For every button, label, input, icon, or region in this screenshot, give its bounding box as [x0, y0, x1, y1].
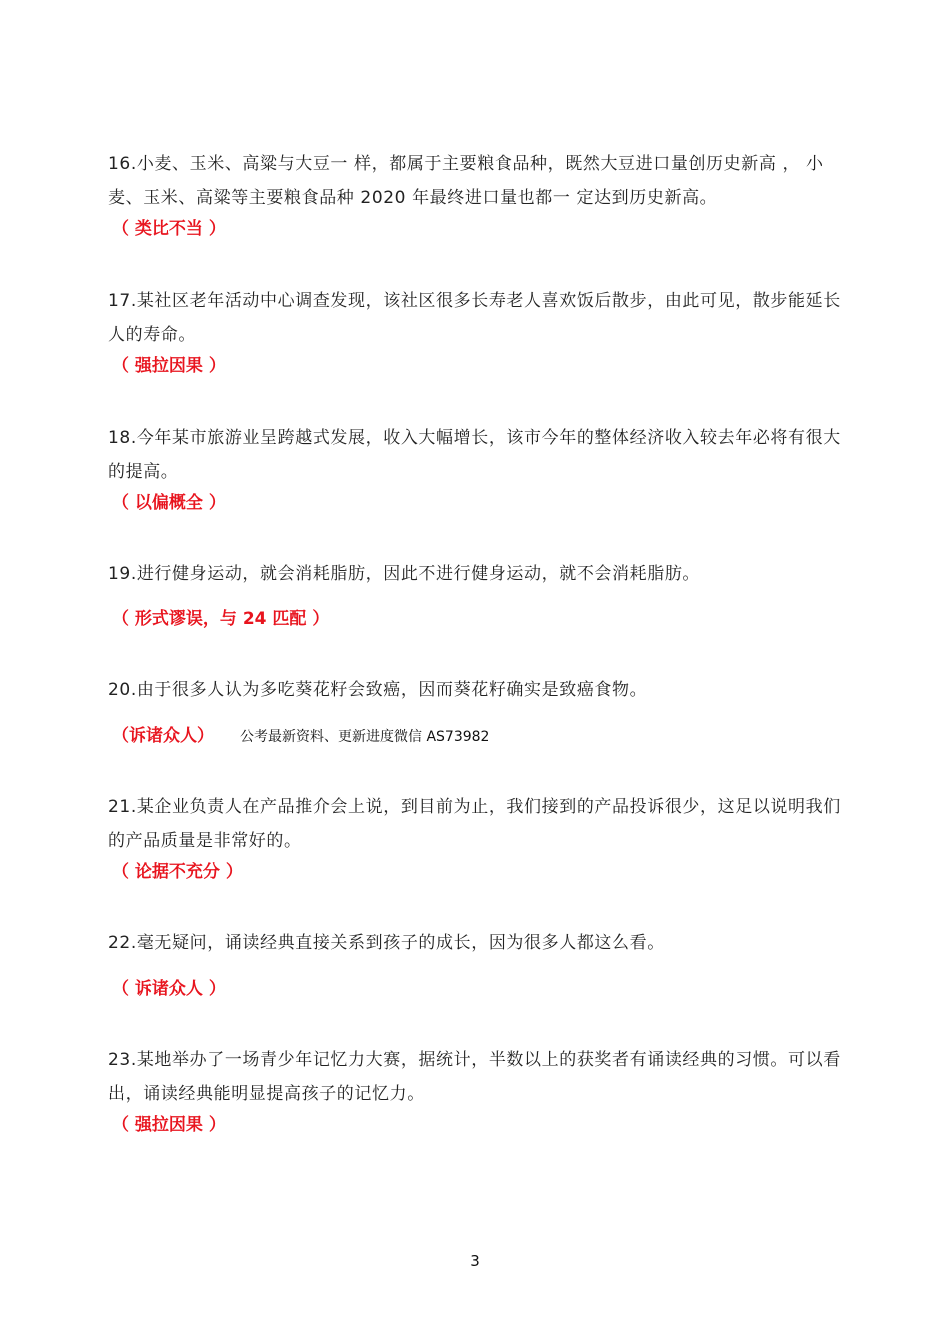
page-number: 3 [470, 1252, 480, 1270]
answer-19: （ 形式谬误，与 24 匹配 ） [112, 609, 330, 629]
answer-22: （ 诉诸众人 ） [112, 979, 226, 999]
question-17: 17.某社区老年活动中心调查发现，该社区很多长寿老人喜欢饭后散步，由此可见，散步能延长人的寿命。 [108, 291, 841, 345]
answer-17: （ 强拉因果 ） [112, 356, 226, 376]
question-19: 19.进行健身运动，就会消耗脂肪，因此不进行健身运动，就不会消耗脂肪。 [108, 564, 701, 584]
question-22: 22.毫无疑问，诵读经典直接关系到孩子的成长，因为很多人都这么看。 [108, 933, 665, 953]
question-16: 16.小麦、玉米、高粱与大豆一 样，都属于主要粮食品种，既然大豆进口量创历史新高 ， 小麦、玉米、高粱等主要粮食品种 2020 年最终进口量也都一 定达到历史新高。 [108, 154, 824, 208]
question-23: 23.某地举办了一场青少年记忆力大赛，据统计，半数以上的获奖者有诵读经典的习惯。可以看出，诵读经典能明显提高孩子的记忆力。 [108, 1050, 841, 1104]
question-20: 20.由于很多人认为多吃葵花籽会致癌，因而葵花籽确实是致癌食物。 [108, 680, 648, 700]
answer-23: （ 强拉因果 ） [112, 1115, 226, 1135]
answer-20 [112, 724, 489, 749]
question-21: 21.某企业负责人在产品推介会上说，到目前为止，我们接到的产品投诉很少，这足以说明我们的产品质量是非常好的。 [108, 797, 841, 851]
answer-16: （ 类比不当 ） [112, 219, 226, 239]
answer-18: （ 以偏概全 ） [112, 493, 226, 513]
answer-21: （ 论据不充分 ） [112, 862, 243, 882]
question-18: 18.今年某市旅游业呈跨越式发展，收入大幅增长，该市今年的整体经济收入较去年必将有很大的提高。 [108, 428, 841, 482]
watermark-note: 公考最新资料、更新进度微信 AS73982 [240, 729, 490, 745]
answer-20-label: （诉诸众人） [112, 726, 214, 746]
